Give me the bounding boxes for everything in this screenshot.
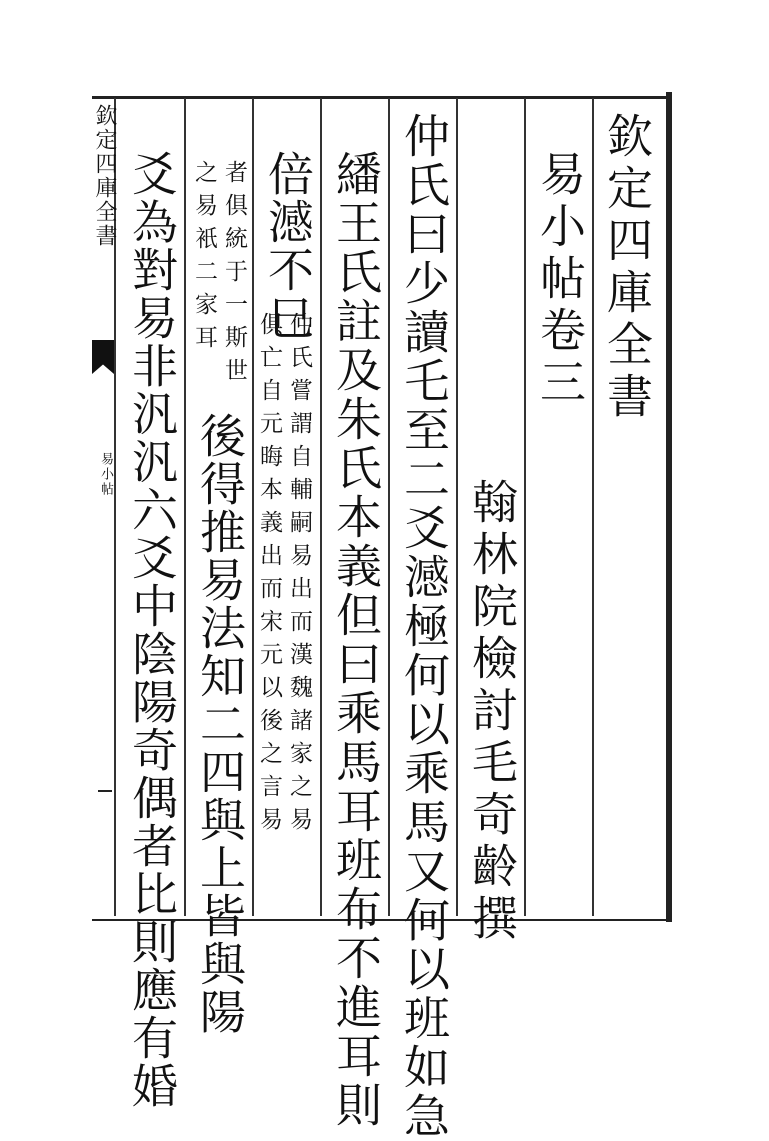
text-line-5: 爻為對易非汎汎六爻中陰陽奇偶者比則應有婚 [125,150,179,1110]
column-rule [252,98,254,916]
text-line-2: 繙王氏註及朱氏本義但曰乘馬耳班布不進耳則 [329,150,383,1130]
gutter-book-title: 欽定四庫全書 [92,104,117,248]
column-rule [184,98,186,916]
note-line-d: 之易衹二家耳 [191,160,217,358]
column-rule [456,98,458,916]
note-line-c: 者俱統于一斯世 [221,160,247,391]
text-line-3: 倍澸不巳 [261,150,315,342]
volume-title: 易小帖卷三 [533,150,587,410]
text-line-1: 仲氏曰少讀乇至二爻澸極何以乘馬又何以班如急 [397,112,451,1141]
note-line-a: 仲氏嘗謂自輔嗣易出而漢魏諸家之易 [286,312,312,840]
gutter-volume-label: 易小帖 [98,452,113,497]
column-rule [320,98,322,916]
text-line-4: 後得推易法知二四與上皆與陽 [193,412,247,1036]
author-line: 翰林院檢討毛奇齡撰 [465,478,519,946]
folio-number [98,790,112,792]
column-rule [388,98,390,916]
page-header-title: 欽定四庫全書 [600,112,654,424]
note-line-b: 俱亡自元晦本義出而宋元以後之言易 [256,312,282,840]
column-rule [524,98,526,916]
column-rule [592,98,594,916]
